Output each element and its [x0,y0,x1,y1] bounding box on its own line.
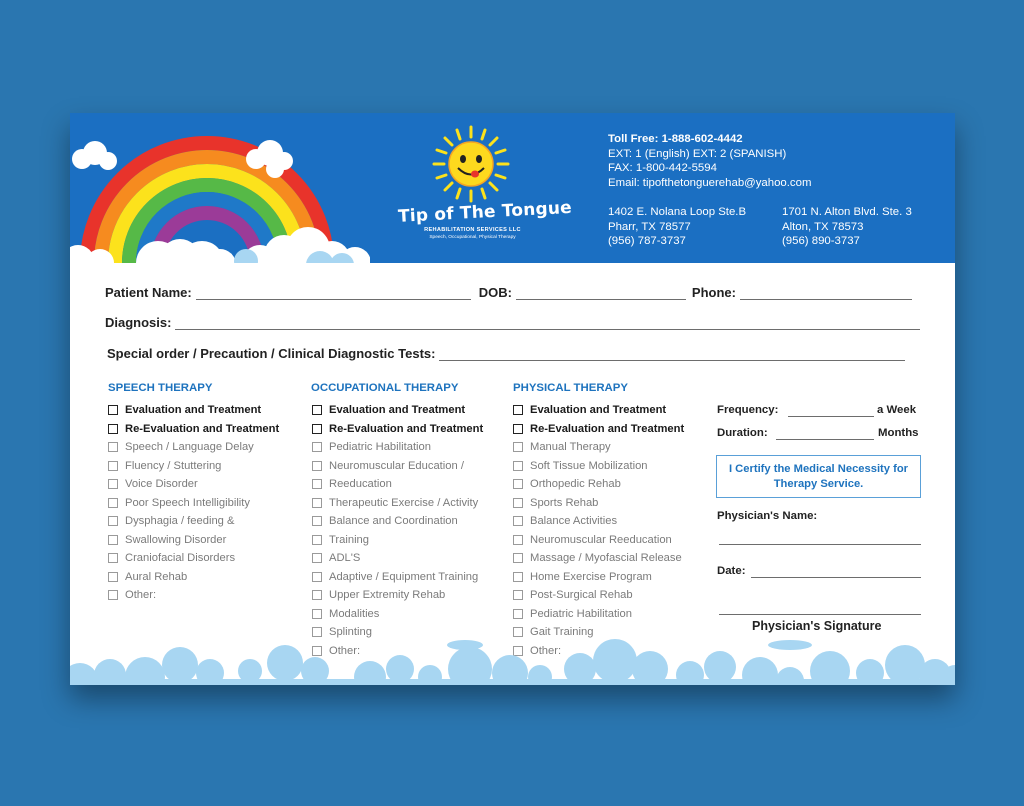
occupational-therapy-heading: OCCUPATIONAL THERAPY [311,382,459,394]
date-field[interactable] [751,576,921,578]
checkbox[interactable] [513,461,523,471]
checkbox-label: Post-Surgical Rehab [530,589,633,602]
checkbox[interactable] [312,590,322,600]
checklist-item[interactable] [108,549,279,568]
checkbox-label: Soft Tissue Mobilization [530,459,648,472]
checkbox-label: Balance Activities [530,515,618,528]
checkbox[interactable] [108,535,118,545]
frequency-field[interactable] [788,415,874,417]
checkbox-label: Training [329,533,370,546]
checkbox-label: Swallowing Disorder [125,533,227,546]
checkbox-label: Aural Rehab [125,570,188,583]
checkbox-label: Craniofacial Disorders [125,552,236,565]
checkbox[interactable] [312,405,322,415]
checkbox-label: Sports Rehab [530,496,599,509]
checkbox-label: Evaluation and Treatment [125,404,262,417]
checkbox-label: Evaluation and Treatment [329,404,466,417]
checklist-item[interactable] [513,457,684,476]
checkbox-label: Neuromuscular Education / [329,459,464,472]
checkbox-label: Home Exercise Program [530,570,652,583]
email-address: Email: tipofthetonguerehab@yahoo.com [608,176,812,189]
checkbox-label: Dysphagia / feeding & [125,515,235,528]
diagnosis-field[interactable] [175,315,920,330]
checkbox[interactable] [513,479,523,489]
checkbox-label: Poor Speech Intelligibility [125,496,250,509]
checkbox-label: Speech / Language Delay [125,441,254,454]
checkbox[interactable] [108,553,118,563]
checklist-item[interactable] [108,494,279,513]
phone-label: Phone: [691,285,736,300]
checkbox[interactable] [513,553,523,563]
checkbox[interactable] [513,572,523,582]
checkbox-label: Massage / Myofascial Release [530,552,682,565]
address-line: 1701 N. Alton Blvd. Ste. 3 [782,206,912,218]
checkbox-label: Re-Evaluation and Treatment [125,422,280,435]
contact-info [608,132,811,190]
checklist-item[interactable] [513,586,684,605]
checkbox[interactable] [312,609,322,619]
checklist-item[interactable] [312,401,483,420]
checklist-item[interactable] [312,420,483,439]
checklist-item[interactable] [108,438,279,457]
checklist-item[interactable] [312,457,483,476]
checkbox[interactable] [513,535,523,545]
checkbox[interactable] [108,516,118,526]
checkbox[interactable] [513,405,523,415]
checklist-item[interactable] [513,420,684,439]
checkbox-label: Manual Therapy [530,441,611,454]
address-phone: (956) 890-3737 [782,235,860,247]
checkbox-label: Fluency / Stuttering [125,459,222,472]
checkbox-label: Neuromuscular Reeducation [530,533,672,546]
address-phone: (956) 787-3737 [608,235,686,247]
checkbox-label: Other: [530,644,562,657]
checklist-item[interactable] [513,494,684,513]
speech-therapy-heading: SPEECH THERAPY [108,382,213,394]
checkbox-label: Balance and Coordination [329,515,458,528]
extension-info: EXT: 1 (English) EXT: 2 (SPANISH) [608,147,787,160]
checkbox[interactable] [108,590,118,600]
checklist-item[interactable] [108,401,279,420]
checkbox-label: Modalities [329,607,380,620]
checkbox[interactable] [312,516,322,526]
checklist-item[interactable] [312,549,483,568]
checkbox-label: ADL'S [329,552,361,565]
duration-field[interactable] [776,438,874,440]
checklist-item[interactable] [513,549,684,568]
checkbox[interactable] [513,609,523,619]
checkbox-label: Reeducation [329,478,392,491]
toll-free-number: Toll Free: 1-888-602-4442 [608,133,743,145]
address-alton [782,205,912,249]
physician-name-label: Physician's Name: [717,510,818,522]
diagnosis-row [105,315,920,330]
checkbox[interactable] [312,572,322,582]
dob-field[interactable] [516,285,686,300]
checkbox[interactable] [312,442,322,452]
checklist-item[interactable] [513,401,684,420]
brand-name: Tip of The Tongue [397,197,573,227]
checklist-item[interactable] [108,420,279,439]
address-pharr [608,205,746,249]
checkbox[interactable] [312,479,322,489]
address-line: 1402 E. Nolana Loop Ste.B [608,206,747,218]
checklist-item[interactable] [513,512,684,531]
checkbox[interactable] [108,572,118,582]
cloud-footer-illustration [70,625,955,685]
duration-label: Duration: [717,427,768,439]
checklist-item[interactable] [513,531,684,550]
checkbox-label: Splinting [329,626,372,639]
checkbox-label: Pediatric Habilitation [329,441,431,454]
checkbox[interactable] [108,498,118,508]
patient-name-field[interactable] [196,285,471,300]
checklist-item[interactable] [312,512,483,531]
frequency-label: Frequency: [717,404,779,416]
sun-logo-icon [430,123,512,205]
checklist-item[interactable] [108,512,279,531]
checkbox[interactable] [513,442,523,452]
checklist-item[interactable] [513,475,684,494]
physical-therapy-heading: PHYSICAL THERAPY [513,382,628,394]
checklist-item[interactable] [108,531,279,550]
checkbox-label: Re-Evaluation and Treatment [329,422,484,435]
checkbox-label: Orthopedic Rehab [530,478,621,491]
checklist-item[interactable] [108,568,279,587]
special-order-field[interactable] [439,346,905,361]
referral-card [70,113,955,685]
checkbox[interactable] [312,553,322,563]
checkbox[interactable] [312,461,322,471]
fax-number: FAX: 1-800-442-5594 [608,162,717,174]
date-label: Date: [717,565,746,577]
checkbox-label: Voice Disorder [125,478,198,491]
a-week-label: a Week [877,404,917,416]
checkbox[interactable] [108,424,118,434]
checkbox[interactable] [108,479,118,489]
checklist-item[interactable] [312,494,483,513]
physical-therapy-list [513,401,684,660]
patient-info-row [105,285,912,300]
dob-label: DOB: [478,285,512,300]
checkbox[interactable] [312,424,322,434]
checkbox[interactable] [312,535,322,545]
brand-tagline: Speech, Occupational, Physical Therapy [429,235,516,240]
checkbox[interactable] [312,498,322,508]
checklist-item[interactable] [513,568,684,587]
brand-subtitle: REHABILITATION SERVICES LLC [424,227,521,233]
checkbox[interactable] [108,461,118,471]
checkbox-label: Upper Extremity Rehab [329,589,446,602]
checkbox-label: Other: [329,644,361,657]
phone-field[interactable] [740,285,912,300]
checklist-item[interactable] [513,605,684,624]
signature-field[interactable] [719,613,921,615]
address-city: Pharr, TX 78577 [608,220,691,233]
months-label: Months [878,427,919,439]
checkbox[interactable] [513,424,523,434]
checklist-item[interactable] [312,586,483,605]
special-order-label: Special order / Precaution / Clinical Diagnostic Tests: [107,346,436,361]
checkbox-label: Other: [125,589,157,602]
certify-box: I Certify the Medical Necessity for Therapy Service. [716,455,921,498]
checkbox[interactable] [108,442,118,452]
checklist-item[interactable] [108,586,279,605]
checkbox[interactable] [513,498,523,508]
checkbox[interactable] [513,516,523,526]
physician-signature-label: Physician's Signature [752,619,882,633]
checkbox-label: Pediatric Habilitation [530,607,632,620]
checklist-item[interactable] [312,568,483,587]
physician-name-field[interactable] [719,543,921,545]
rainbow-illustration [70,113,370,263]
checklist-item[interactable] [312,438,483,457]
checklist-item[interactable] [312,605,483,624]
special-order-row [107,346,905,361]
patient-name-label: Patient Name: [105,285,192,300]
checkbox[interactable] [108,405,118,415]
checklist-item[interactable] [312,475,483,494]
checklist-item[interactable] [312,531,483,550]
checkbox[interactable] [513,590,523,600]
occupational-therapy-list [312,401,483,660]
checklist-item[interactable] [108,475,279,494]
speech-therapy-list [108,401,279,605]
checklist-item[interactable] [108,457,279,476]
address-city: Alton, TX 78573 [782,220,864,233]
checkbox-label: Adaptive / Equipment Training [329,570,479,583]
checkbox-label: Evaluation and Treatment [530,404,667,417]
header-banner [70,113,955,263]
checkbox-label: Therapeutic Exercise / Activity [329,496,479,509]
checkbox-label: Re-Evaluation and Treatment [530,422,685,435]
checkbox-label: Gait Training [530,626,594,639]
checklist-item[interactable] [513,438,684,457]
diagnosis-label: Diagnosis: [105,315,172,330]
